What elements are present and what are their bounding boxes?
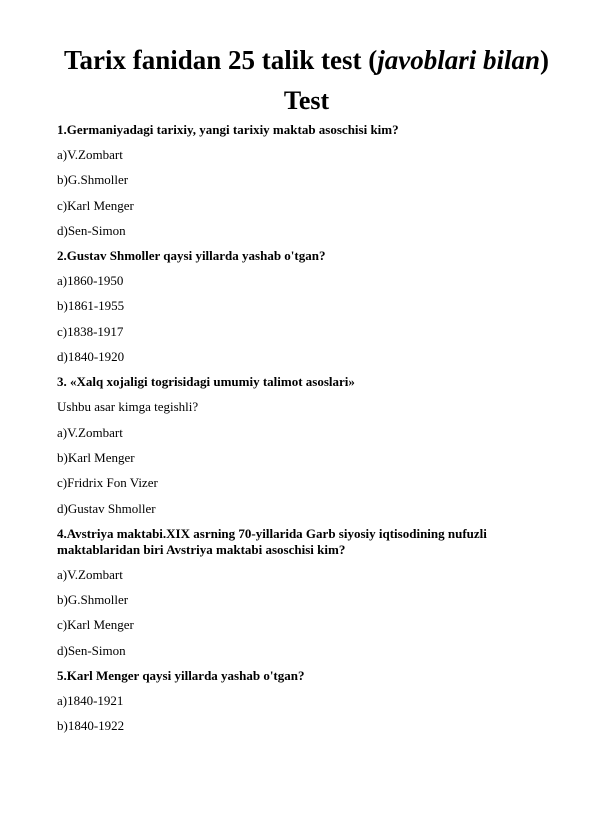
questions-list	[57, 122, 556, 734]
answer-option: a)1860-1950	[57, 273, 124, 289]
question-text: 2.Gustav Shmoller qaysi yillarda yashab o'tgan?	[57, 248, 326, 264]
answer-option: d)1840-1920	[57, 349, 125, 365]
question-text: 3. «Xalq xojaligi togrisidagi umumiy talimot asoslari»	[57, 374, 355, 390]
question-block	[57, 248, 556, 365]
answer-option: b)G.Shmoller	[57, 172, 129, 188]
document-page	[0, 42, 612, 834]
answer-option: d)Gustav Shmoller	[57, 500, 156, 516]
title-italic: javoblari bilan	[377, 45, 541, 75]
title-close: )	[540, 45, 550, 75]
answer-option: a)V.Zombart	[57, 424, 123, 440]
document-title	[57, 42, 556, 78]
answer-option: a)V.Zombart	[57, 147, 123, 162]
title-main: Tarix fanidan 25 talik test (	[63, 45, 378, 75]
answer-option: c)Karl Menger	[57, 197, 134, 213]
document-subtitle: Test	[283, 86, 330, 115]
question-block	[57, 526, 556, 659]
question-subtext: Ushbu asar kimga tegishli?	[57, 399, 199, 415]
answer-option: b)1861-1955	[57, 298, 125, 314]
question-text: 4.Avstriya maktabi.XIX asrning 70-yillarida Garb siyosiy iqtisodining nufuzli maktablaridan biri Avstriya maktabi asoschisi kim?	[57, 525, 487, 557]
answer-option: d)Sen-Simon	[57, 642, 126, 658]
answer-option: c)1838-1917	[57, 323, 124, 339]
answer-option: c)Karl Menger	[57, 617, 134, 633]
question-block	[57, 668, 556, 734]
answer-option: a)V.Zombart	[57, 566, 123, 582]
question-text: 1.Germaniyadagi tarixiy, yangi tarixiy maktab asoschisi kim?	[57, 122, 399, 137]
answer-option: b)Karl Menger	[57, 449, 135, 465]
question-block	[57, 122, 556, 239]
answer-option: d)Sen-Simon	[57, 222, 126, 238]
answer-option: b)G.Shmoller	[57, 592, 129, 608]
question-text: 5.Karl Menger qaysi yillarda yashab o'tgan?	[57, 668, 305, 684]
answer-option: b)1840-1922	[57, 718, 125, 734]
answer-option: a)1840-1921	[57, 693, 124, 709]
answer-option: c)Fridrix Fon Vizer	[57, 475, 158, 491]
question-block	[57, 374, 556, 516]
